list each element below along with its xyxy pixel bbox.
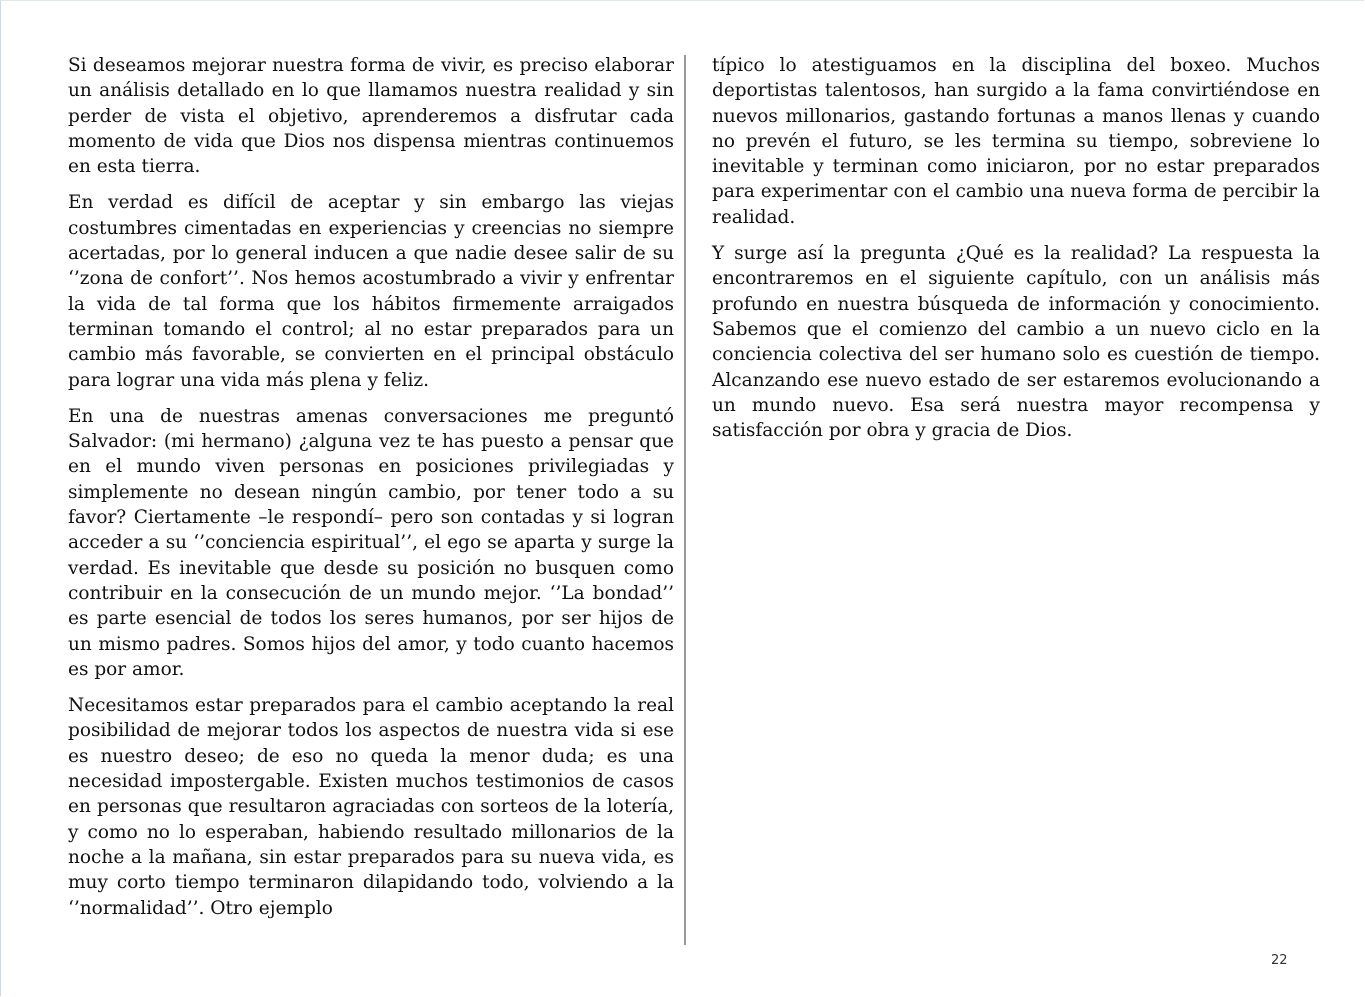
right-column [712, 53, 1320, 454]
paragraph: típico lo atestiguamos en la disciplina del boxeo. Muchos deportistas talentosos, han surgido a la fama convirtiéndose en nuevos millonarios, gastando fortunas a manos llenas y cuando no prevén el futuro, se les termina su tiempo, sobreviene lo inevitable y terminan como iniciaron, por no estar preparados para experimentar con el cambio una nueva forma de percibir la realidad. [712, 55, 1320, 228]
page-number: 22 [1271, 953, 1288, 968]
paragraph: Si deseamos mejorar nuestra forma de vivir, es preciso elaborar un análisis detallado en lo que llamamos nuestra realidad y sin perder de vista el objetivo, aprenderemos a disfrutar cada momento de vida que Dios nos dispensa mientras continuemos en esta tierra. [68, 55, 674, 178]
left-column [68, 53, 674, 932]
paragraph: Necesitamos estar preparados para el cambio aceptando la real posibilidad de mejorar todos los aspectos de nuestra vida si ese es nuestro deseo; de eso no queda la menor duda; es una necesidad impostergable. Existen muchos testimonios de casos en personas que resultaron agraciadas con sorteos de la lotería, y como no lo esperaban, habiendo resultado millonarios de la noche a la mañana, sin estar preparados para su nueva vida, es muy corto tiempo terminaron dilapidando todo, volviendo a la ‘’normalidad’’. Otro ejemplo [68, 695, 674, 919]
paragraph: En verdad es difícil de aceptar y sin embargo las viejas costumbres cimentadas en experiencias y creencias no siempre acertadas, por lo general inducen a que nadie desee salir de su ‘’zona de confort’’. Nos hemos acostumbrado a vivir y enfrentar la vida de tal forma que los hábitos firmemente arraigados terminan tomando el control; al no estar preparados para un cambio más favorable, se convierten en el principal obstáculo para lograr una vida más plena y feliz. [68, 192, 674, 391]
column-divider [684, 55, 686, 945]
paragraph: En una de nuestras amenas conversaciones me preguntó Salvador: (mi hermano) ¿alguna vez te has puesto a pensar que en el mundo viven personas en posiciones privilegiadas y simplemente no desean ningún cambio, por tener todo a su favor? Ciertamente –le respondí– pero son contadas y si logran acceder a su ‘’conciencia espiritual’’, el ego se aparta y surge la verdad. Es inevitable que desde su posición no busquen como contribuir en la consecución de un mundo mejor. ‘’La bondad’’ es parte esencial de todos los seres humanos, por ser hijos de un mismo padres. Somos hijos del amor, y todo cuanto hacemos es por amor. [68, 405, 674, 680]
paragraph: Y surge así la pregunta ¿Qué es la realidad? La respuesta la encontraremos en el siguiente capítulo, con un análisis más profundo en nuestra búsqueda de información y conocimiento. Sabemos que el comienzo del cambio a un nuevo ciclo en la conciencia colectiva del ser humano solo es cuestión de tiempo. Alcanzando ese nuevo estado de ser estaremos evolucionando a un mundo nuevo. Esa será nuestra mayor recompensa y satisfacción por obra y gracia de Dios. [712, 243, 1320, 442]
